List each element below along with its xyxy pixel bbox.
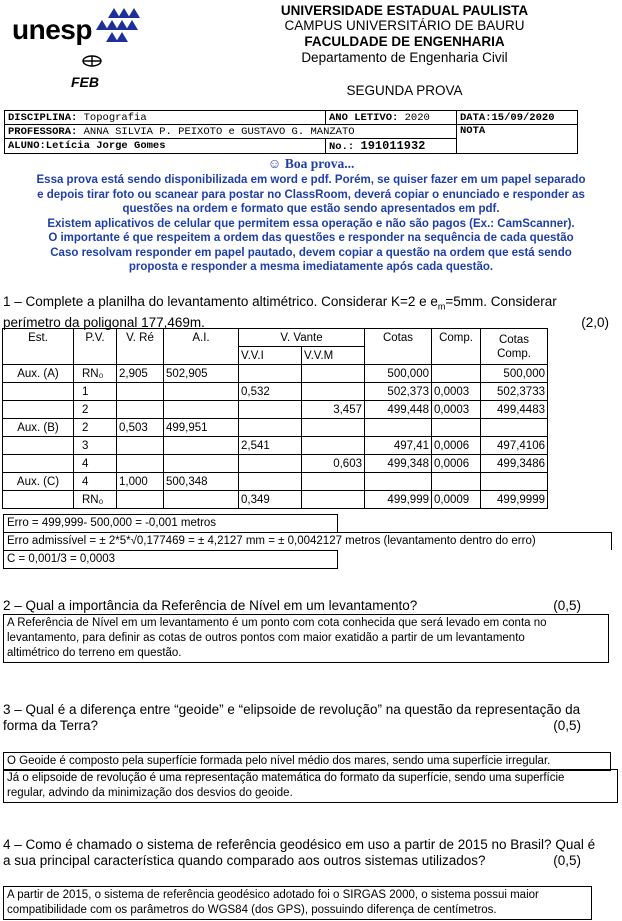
table-cell: 4	[74, 455, 117, 473]
table-cell	[3, 455, 74, 473]
table-cell	[302, 365, 365, 383]
campus-name: CAMPUS UNIVERSITÁRIO DE BAURU	[284, 18, 525, 33]
table-cell: 500,000	[365, 365, 432, 383]
table-cell	[3, 383, 74, 401]
q1-points: (2,0)	[581, 315, 609, 331]
question-2: 2 – Qual a importância da Referência de Nível em um levantamento? (0,5)	[3, 598, 581, 613]
table-cell: 499,3486	[481, 455, 548, 473]
answer-3b: Já o elipsoide de revolução é uma representação matemática do formato da superfície, sendo uma superfície regular, advindo da minimização dos desvios do geoide.	[3, 769, 618, 803]
q1-notes	[3, 514, 615, 569]
table-cell	[239, 419, 302, 437]
table-cell: 0,503	[117, 419, 164, 437]
table-cell: Aux. (C)	[3, 473, 74, 491]
table-cell: 500,000	[481, 365, 548, 383]
question-3: 3 – Qual é a diferença entre “geoide” e “elipsoide de revolução” na questão da representação da forma da Terra? (0,5)	[3, 702, 581, 733]
student-name: ALUNO:Letícia Jorge Gomes	[5, 139, 326, 154]
table-cell	[432, 473, 481, 491]
correction-note: C = 0,001/3 = 0,0003	[3, 550, 338, 569]
table-cell: 502,905	[164, 365, 239, 383]
table-cell: 0,532	[239, 383, 302, 401]
table-cell: 2	[74, 401, 117, 419]
table-cell	[3, 491, 74, 509]
table-cell: 0,0009	[432, 491, 481, 509]
table-cell: 502,373	[365, 383, 432, 401]
faculty-name: FACULDADE DE ENGENHARIA	[304, 34, 505, 49]
table-cell	[3, 437, 74, 455]
table-cell	[432, 365, 481, 383]
exam-title: SEGUNDA PROVA	[346, 83, 463, 98]
table-cell: 502,3733	[481, 383, 548, 401]
table-cell	[302, 473, 365, 491]
grade-label: NOTA	[457, 125, 578, 154]
student-number: 191011932	[360, 139, 426, 153]
table-cell	[365, 473, 432, 491]
year: 2020	[404, 111, 430, 124]
table-cell	[432, 419, 481, 437]
student-info-table: DISCIPLINA: Topografia ANO LETIVO: 2020 DATA:15/09/2020 PROFESSORA: ANNA SILVIA P. PEIXOTO e GUSTAVO G. MANZATO NOTA ALUNO:Letícia Jorge Gomes No.: 191011932	[4, 110, 578, 154]
table-cell: 499,9999	[481, 491, 548, 509]
table-cell	[302, 419, 365, 437]
question-1: 1 – Complete a planilha do levantamento altimétrico. Considerar K=2 e $e_m=5mm$. Considerar perímetro da poligonal 177,469m. (2,0)	[3, 294, 609, 331]
table-cell: 2,541	[239, 437, 302, 455]
table-row	[3, 437, 548, 455]
error-note: Erro = 499,999- 500,000 = -0,001 metros	[3, 514, 338, 532]
table-cell: 499,448	[365, 401, 432, 419]
table-cell	[117, 455, 164, 473]
table-row	[3, 455, 548, 473]
table-cell	[117, 383, 164, 401]
table-cell	[365, 419, 432, 437]
question-4: 4 – Como é chamado o sistema de referência geodésico em uso a partir de 2015 no Brasil? Qual é a sua principal característica quando comparado aos outros sistemas utilizados? (0,5)	[3, 837, 596, 868]
table-cell: 4	[74, 473, 117, 491]
table-cell: 0,0003	[432, 401, 481, 419]
table-cell: 3,457	[302, 401, 365, 419]
greeting: ☺ Boa prova...	[267, 156, 355, 171]
q4-points: (0,5)	[553, 852, 581, 868]
table-cell: Aux. (A)	[3, 365, 74, 383]
table-cell: 497,41	[365, 437, 432, 455]
table-row	[3, 491, 548, 509]
table-row	[3, 365, 548, 383]
table-cell: 2	[74, 419, 117, 437]
table-cell	[239, 473, 302, 491]
table-cell: 499,348	[365, 455, 432, 473]
unesp-logo: unesp	[12, 14, 92, 45]
table-cell: 0,0003	[432, 383, 481, 401]
table-cell	[481, 419, 548, 437]
table-cell	[302, 491, 365, 509]
table-cell	[3, 401, 74, 419]
table-row	[3, 383, 548, 401]
leveling-table: Est. P.V. V. Ré A.I. V. Vante Cotas Comp. Cotas Comp. V.V.I V.V.M Aux. (A) RN₀ 2,905 502,905 500,000 500,000 1 0,532 502,373 0,0003 502,3733 2 3,457 499,448 0,0003 499,4483 Aux. (B) 2 0,503 499,951 3 2,541 497,41 0,0006 497,4106 4 0,603 499,348 0,0006 499,3486 Aux. (C) 4 1,000 500,348 RN₀ 0,349 499,999 0,0009 499,9999	[2, 328, 548, 509]
table-cell: 2,905	[117, 365, 164, 383]
table-cell: RN₀	[74, 491, 117, 509]
table-cell: 1,000	[117, 473, 164, 491]
university-name: UNIVERSIDADE ESTADUAL PAULISTA	[280, 3, 529, 18]
table-cell	[117, 401, 164, 419]
q2-points: (0,5)	[553, 598, 581, 613]
table-cell	[239, 455, 302, 473]
table-cell: 0,349	[239, 491, 302, 509]
feb-logo-icon	[72, 54, 112, 76]
answer-4: A partir de 2015, o sistema de referência geodésico adotado foi o SIRGAS 2000, o sistema possui maior compatibilidade com os parâmetros do WGS84 (dos GPS), possuindo diferença de centímetros.	[3, 886, 592, 920]
table-cell: 3	[74, 437, 117, 455]
table-cell	[117, 437, 164, 455]
table-row	[3, 419, 548, 437]
table-cell	[302, 383, 365, 401]
answer-3a: O Geoide é composto pela superfície formada pelo nível médio dos mares, sendo uma superfície irregular.	[3, 752, 611, 771]
table-cell	[117, 491, 164, 509]
table-cell	[164, 383, 239, 401]
table-cell: 499,4483	[481, 401, 548, 419]
table-cell	[164, 401, 239, 419]
table-cell: 499,951	[164, 419, 239, 437]
table-cell	[481, 473, 548, 491]
table-cell: 500,348	[164, 473, 239, 491]
admissible-error-note: Erro admissível = ± 2*5*√0,177469 = ± 4,2127 mm = ± 0,0042127 metros (levantamento dentro do erro)	[3, 532, 612, 550]
table-cell: RN₀	[74, 365, 117, 383]
instructions: Essa prova está sendo disponibilizada em word e pdf. Porém, se quiser fazer em um papel separado e depois tirar foto ou scanear para postar no ClassRoom, deverá copiar o enunciado e responder as questões na ordem e formato que estão sendo apresentados em pdf. Existem aplicativos de celular que permitem essa operação e não são pagos (Ex.: CamScanner). O importante é que respeitem a ordem das questões e responder na sequência de cada questão Caso resolvam responder em papel pautado, devem copiar a questão na ordem que está sendo proposta e responder a mesma imediatamente após cada questão.	[36, 174, 586, 273]
professors: ANNA SILVIA P. PEIXOTO e GUSTAVO G. MANZATO	[83, 125, 355, 138]
exam-date: DATA:15/09/2020	[457, 111, 578, 125]
table-cell	[239, 401, 302, 419]
feb-logo-text: FEB	[71, 74, 99, 90]
table-cell	[164, 455, 239, 473]
table-cell: 497,4106	[481, 437, 548, 455]
table-cell	[164, 437, 239, 455]
table-cell: 1	[74, 383, 117, 401]
table-cell: 499,999	[365, 491, 432, 509]
table-cell: 0,0006	[432, 437, 481, 455]
table-cell: Aux. (B)	[3, 419, 74, 437]
table-cell: 0,0006	[432, 455, 481, 473]
table-cell	[164, 491, 239, 509]
department-name: Departamento de Engenharia Civil	[301, 50, 508, 65]
table-row	[3, 401, 548, 419]
table-cell: 0,603	[302, 455, 365, 473]
table-cell	[239, 365, 302, 383]
q3-points: (0,5)	[553, 717, 581, 733]
table-row	[3, 473, 548, 491]
unesp-star-icon	[94, 6, 144, 44]
table-cell	[302, 437, 365, 455]
answer-2: A Referência de Nível em um levantamento é um ponto com cota conhecida que será levado em conta no levantamento, para definir as cotas de outros pontos com maior exatidão a partir de um levantamento altimétrico do terreno em questão.	[3, 614, 609, 663]
discipline: Topografia	[83, 111, 147, 124]
